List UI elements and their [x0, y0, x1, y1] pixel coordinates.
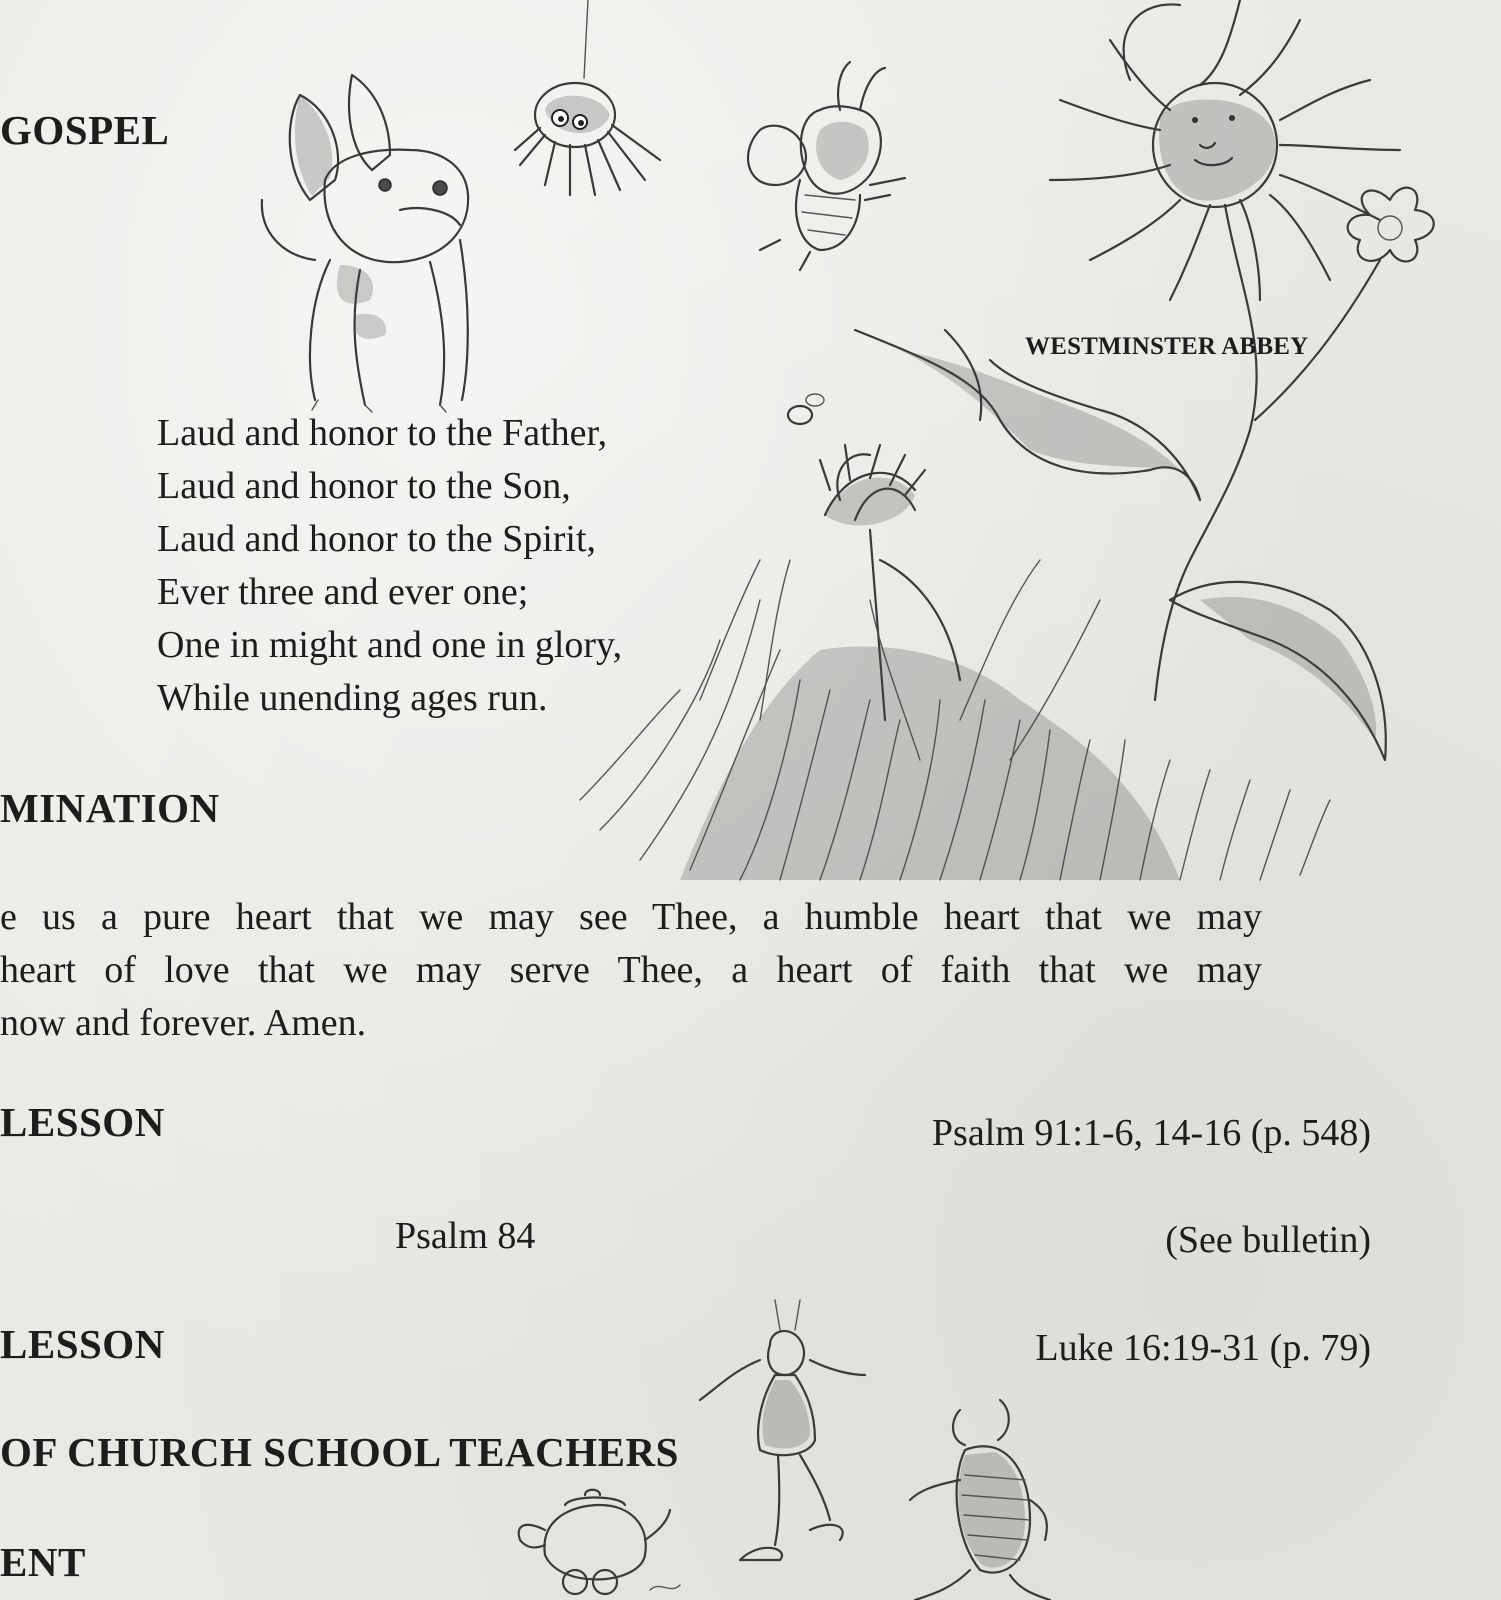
grass-drawing	[580, 445, 1330, 880]
psalm-title: Psalm 84	[395, 1215, 536, 1257]
spider-drawing	[515, 0, 660, 195]
illumination-heading: MINATION	[0, 785, 220, 831]
gospel-heading: GOSPEL	[0, 107, 170, 153]
hymn-line: One in might and one in glory,	[157, 624, 623, 666]
hymn-line: Laud and honor to the Son,	[157, 465, 571, 507]
second-lesson-heading: LESSON	[0, 1321, 165, 1367]
hymn-stanza	[157, 407, 622, 725]
prayer-line: e us a pure heart that we may see Thee, a humble heart that we may	[0, 896, 1262, 938]
dog-drawing	[262, 75, 468, 412]
flower-drawing	[788, 0, 1434, 760]
hymn-line: While unending ages run.	[157, 677, 548, 719]
teapot-drawing	[519, 1490, 680, 1594]
last-heading: ENT	[0, 1539, 86, 1585]
hymn-line: Ever three and ever one;	[157, 571, 529, 613]
first-lesson-heading: LESSON	[0, 1099, 165, 1145]
hymn-line: Laud and honor to the Father,	[157, 412, 608, 454]
prayer-line: now and forever. Amen.	[0, 1002, 367, 1044]
drawing-caption: WESTMINSTER ABBEY	[1025, 333, 1309, 360]
teachers-heading: OF CHURCH SCHOOL TEACHERS	[0, 1429, 679, 1475]
girl-drawing	[700, 1300, 865, 1560]
bee-drawing	[748, 62, 905, 270]
psalm-reference: (See bulletin)	[1165, 1219, 1371, 1261]
hymn-line: Laud and honor to the Spirit,	[157, 518, 597, 560]
prayer-line: heart of love that we may serve Thee, a heart of faith that we may	[0, 949, 1262, 991]
second-lesson-reference: Luke 16:19-31 (p. 79)	[1035, 1327, 1371, 1369]
prayer-text	[0, 891, 1262, 1050]
first-lesson-reference: Psalm 91:1-6, 14-16 (p. 548)	[931, 1112, 1371, 1154]
beetle-drawing	[910, 1400, 1050, 1600]
